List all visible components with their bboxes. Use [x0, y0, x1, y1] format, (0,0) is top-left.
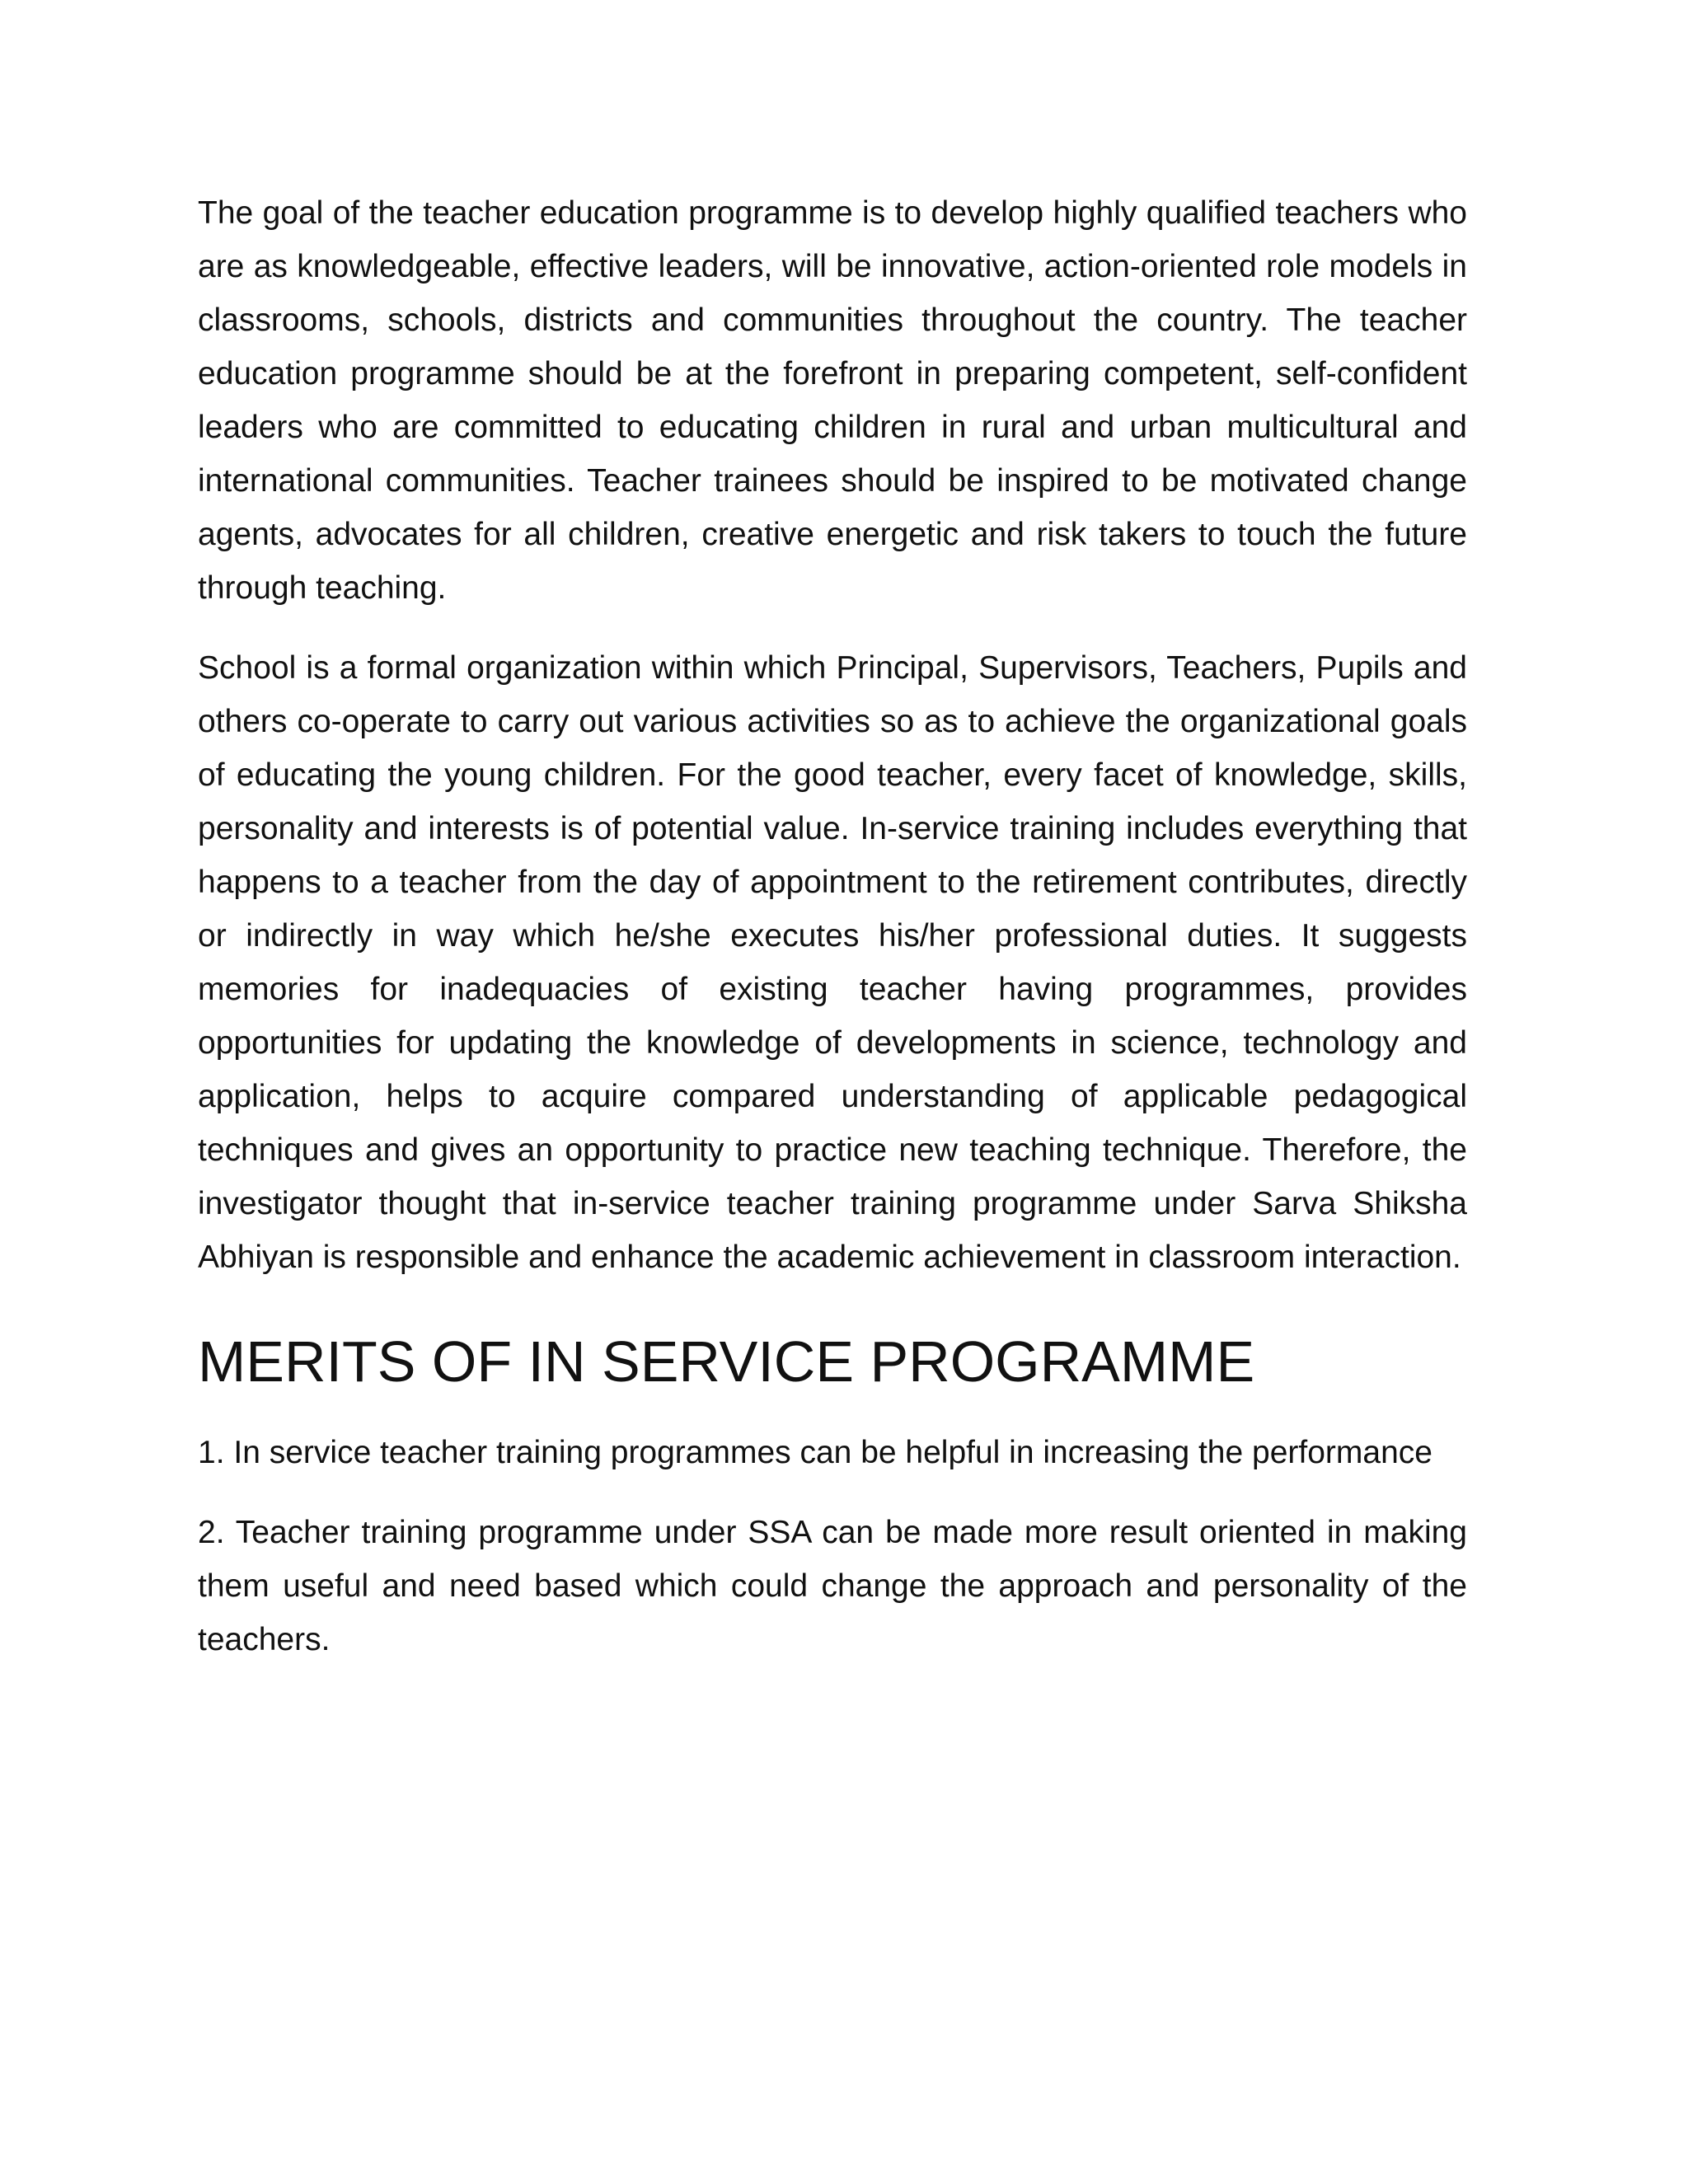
- paragraph-teacher-education-goal: The goal of the teacher education programme is to develop highly qualified teachers who are as knowledgeable, effective leaders, will be innovative, action-oriented role models in classrooms, schools, districts and communities throughout the country. The teacher education programme should be at the forefront in preparing competent, self-confident leaders who are committed to educating children in rural and urban multicultural and international communities. Teacher trainees should be inspired to be motivated change agents, advocates for all children, creative energetic and risk takers to touch the future through teaching.: [198, 195, 1467, 606]
- section-heading-merits: MERITS OF IN SERVICE PROGRAMME: [198, 1329, 1255, 1394]
- document-body: [198, 186, 1467, 1693]
- merit-item-1: 1. In service teacher training programmes can be helpful in increasing the performance: [198, 1435, 1432, 1470]
- paragraph-school-organization: School is a formal organization within which Principal, Supervisors, Teachers, Pupils and others co-operate to carry out various activities so as to achieve the organizational goals of educating the young children. For the good teacher, every facet of knowledge, skills, personality and interests is of potential value. In-service training includes everything that happens to a teacher from the day of appointment to the retirement contributes, directly or indirectly in way which he/she executes his/her professional duties. It suggests memories for inadequacies of existing teacher having programmes, provides opportunities for updating the knowledge of developments in science, technology and application, helps to acquire compared understanding of applicable pedagogical techniques and gives an opportunity to practice new teaching technique. Therefore, the investigator thought that in-service teacher training programme under Sarva Shiksha Abhiyan is responsible and enhance the academic achievement in classroom interaction.: [198, 650, 1467, 1275]
- merit-item-2: 2. Teacher training programme under SSA can be made more result oriented in making them useful and need based which could change the approach and personality of the teachers.: [198, 1515, 1467, 1657]
